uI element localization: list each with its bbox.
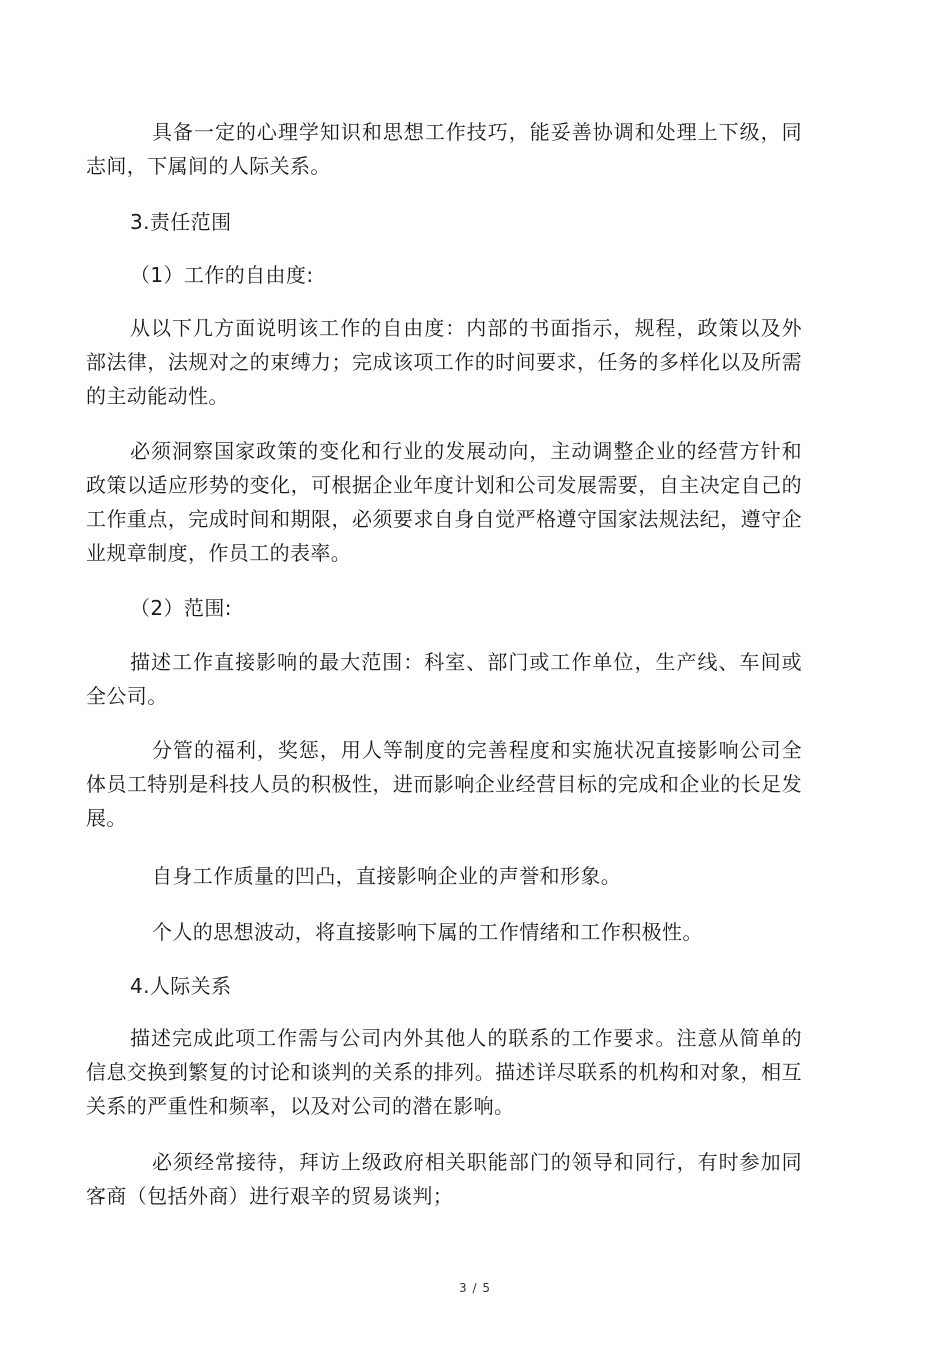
paragraph-welfare-impact: 分管的福利，奖惩，用人等制度的完善程度和实施状况直接影响公司全体员工特别是科技人员的积极性，进而影响企业经营目标的完成和企业的长足发展。 <box>86 738 802 830</box>
paragraph-personal-thought: 个人的思想波动，将直接影响下属的工作情绪和工作积极性。 <box>152 920 703 944</box>
paragraph-relations-description: 描述完成此项工作需与公司内外其他人的联系的工作要求。注意从简单的信息交换到繁复的讨论和谈判的关系的排列。描述详尽联系的机构和对象，相互关系的严重性和频率，以及对公司的潜在影响。 <box>86 1026 802 1118</box>
section-heading-relations: 4.人际关系 <box>130 974 232 998</box>
subheading-scope: （2）范围: <box>130 596 232 620</box>
page-number: 3 / 5 <box>459 1281 491 1295</box>
paragraph-reception-negotiation: 必须经常接待，拜访上级政府相关职能部门的领导和同行，有时参加同客商（包括外商）进行艰辛的贸易谈判； <box>86 1150 802 1208</box>
paragraph-policy-insight: 必须洞察国家政策的变化和行业的发展动向，主动调整企业的经营方针和政策以适应形势的变化，可根据企业年度计划和公司发展需要，自主决定自己的工作重点，完成时间和期限，必须要求自身自觉严格遵守国家法规法纪，遵守企业规章制度，作员工的表率。 <box>86 439 802 565</box>
paragraph-scope-description: 描述工作直接影响的最大范围：科室、部门或工作单位，生产线、车间或全公司。 <box>86 650 802 708</box>
paragraph-work-quality: 自身工作质量的凹凸，直接影响企业的声誉和形象。 <box>152 864 622 888</box>
paragraph-freedom-description: 从以下几方面说明该工作的自由度：内部的书面指示，规程，政策以及外部法律，法规对之的束缚力；完成该项工作的时间要求，任务的多样化以及所需的主动能动性。 <box>86 316 802 408</box>
section-heading-responsibility: 3.责任范围 <box>130 210 232 234</box>
subheading-freedom: （1）工作的自由度: <box>130 263 314 287</box>
paragraph-psychology-skills: 具备一定的心理学知识和思想工作技巧，能妥善协调和处理上下级，同志间，下属间的人际关系。 <box>86 120 802 178</box>
